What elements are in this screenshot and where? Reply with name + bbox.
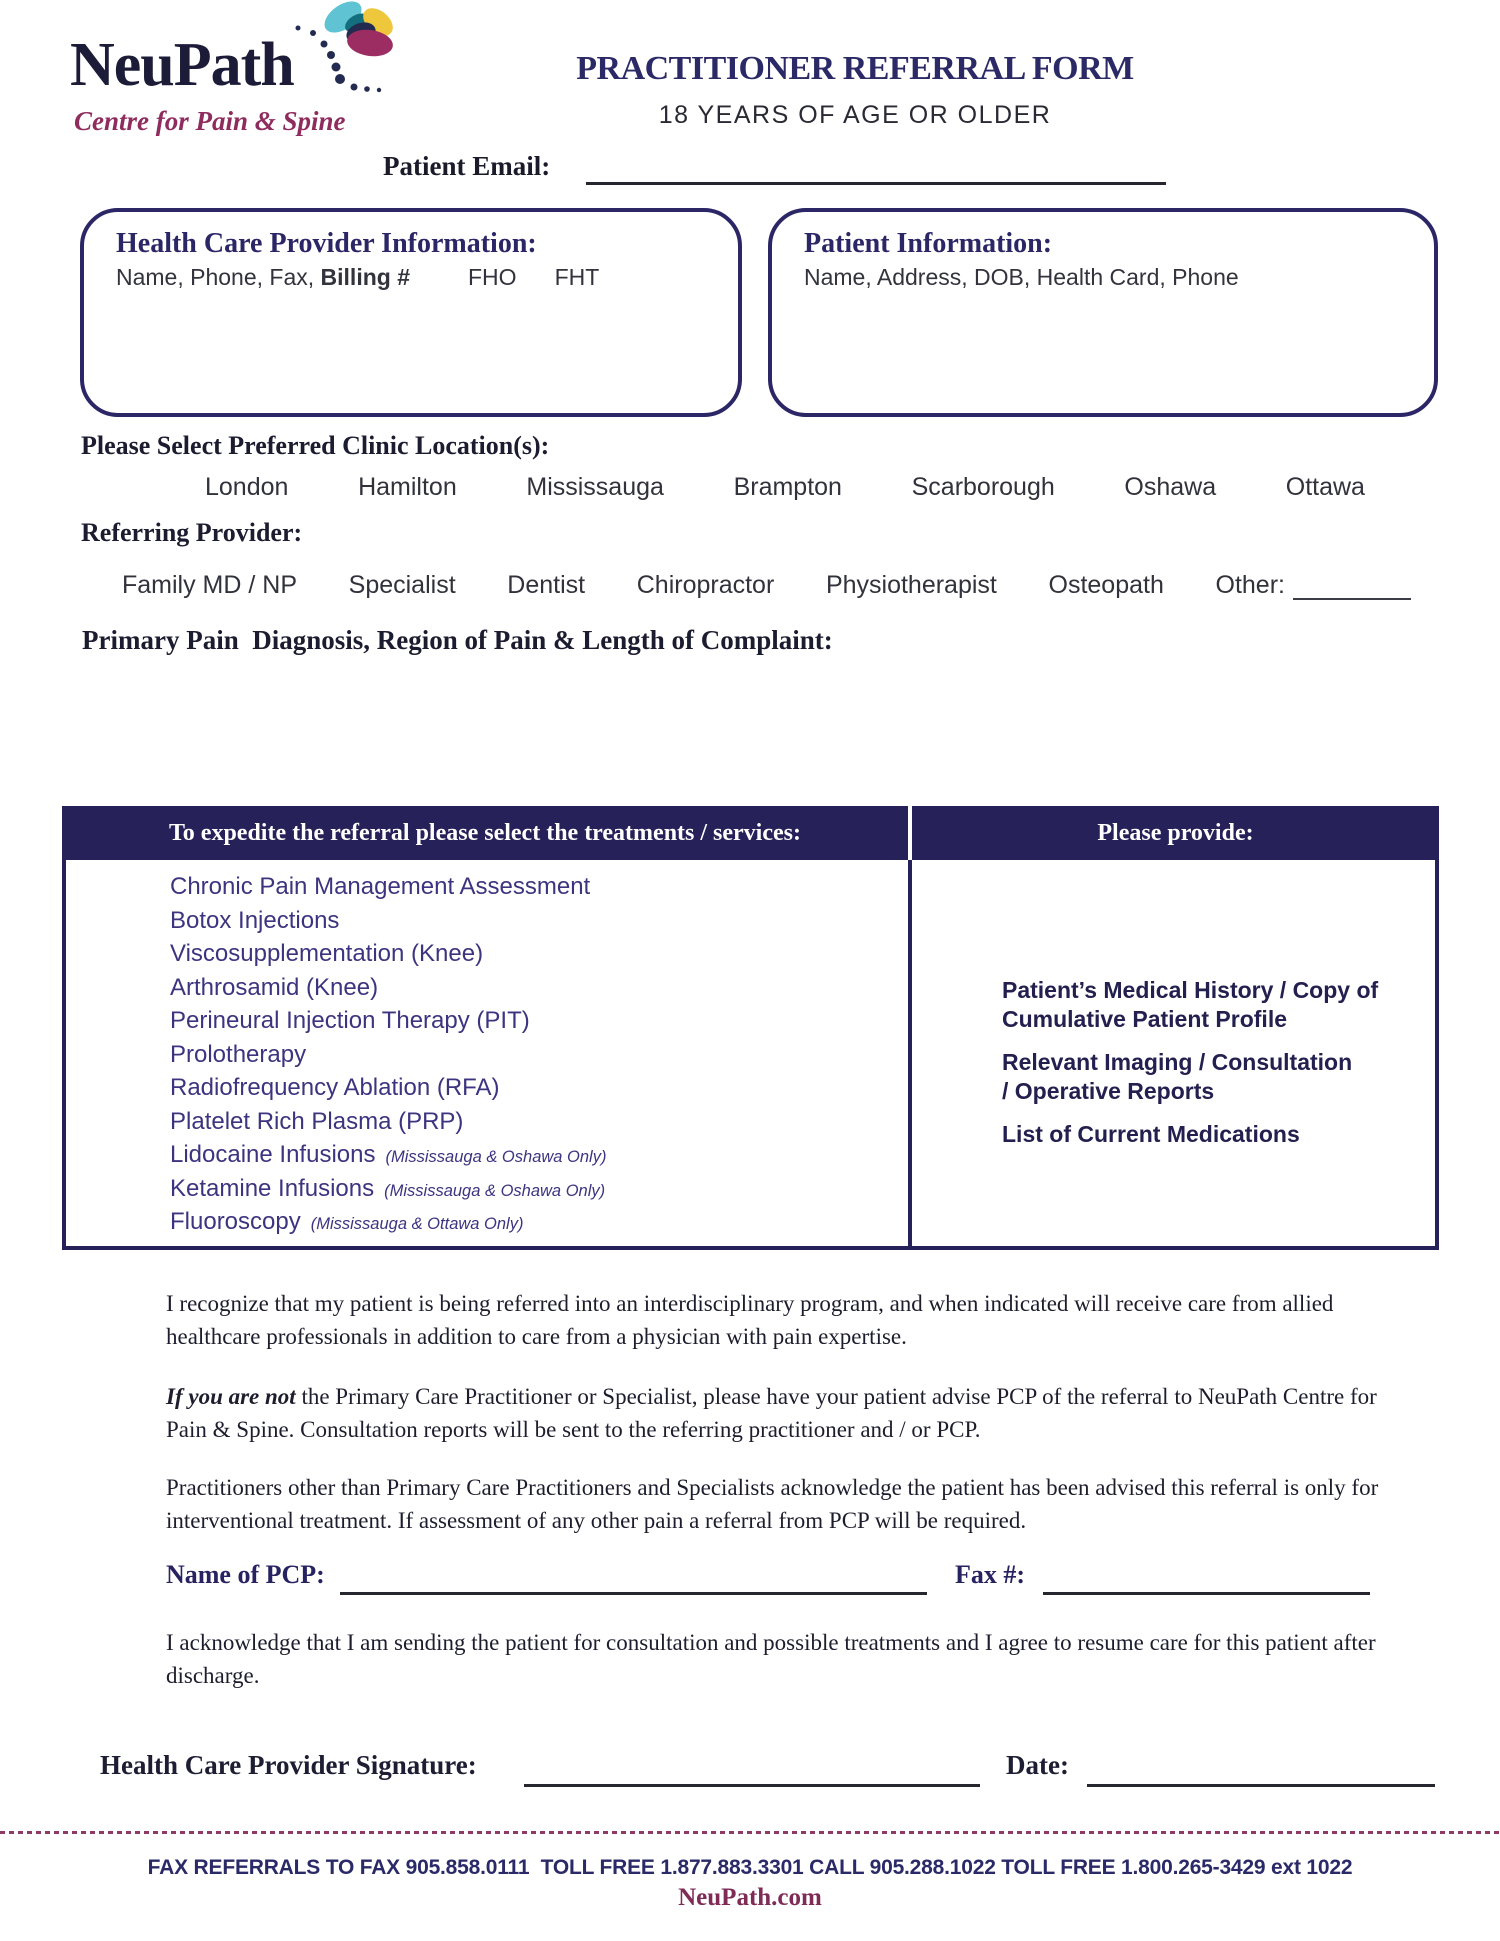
patient-box-title: Patient Information: <box>804 228 1053 259</box>
treatment-name: Perineural Injection Therapy (PIT) <box>170 1007 530 1034</box>
acknowledgement-paragraph-1: I recognize that my patient is being referred into an interdisciplinary program, and when indicated will receive care from allied healthcare professionals in addition to care from a physician with pain expertise. <box>166 1291 1334 1349</box>
treatment-name: Fluoroscopy <box>170 1208 301 1235</box>
footer-website-link[interactable]: NeuPath.com <box>678 1884 822 1911</box>
fho-label: FHO <box>468 264 517 290</box>
treatment-option[interactable] <box>170 974 606 1008</box>
footer-divider <box>0 1831 1500 1834</box>
treatment-name: Chronic Pain Management Assessment <box>170 873 591 900</box>
please-provide-list <box>1002 976 1402 1163</box>
treatment-name: Arthrosamid (Knee) <box>170 973 379 1001</box>
provide-line: Patient’s Medical History / Copy of <box>1002 977 1379 1003</box>
signature-field[interactable] <box>524 1784 980 1787</box>
treatments-table-header <box>62 806 1439 860</box>
patient-info-box[interactable] <box>768 208 1438 417</box>
provider-option-family-md[interactable]: Family MD / NP <box>122 571 297 599</box>
fax-number-field[interactable] <box>1043 1592 1370 1595</box>
signature-label: Health Care Provider Signature: <box>100 1750 477 1780</box>
brand-tagline: Centre for Pain & Spine <box>74 106 346 136</box>
name-of-pcp-label: Name of PCP: <box>166 1560 325 1589</box>
treatment-name: Prolotherapy <box>170 1040 307 1068</box>
referring-provider-heading: Referring Provider: <box>81 518 303 547</box>
acknowledgement-paragraph-2 <box>166 1380 1380 1446</box>
clinic-option-mississauga[interactable]: Mississauga <box>526 473 664 501</box>
provide-item-imaging-reports <box>1002 1048 1402 1106</box>
title-block <box>575 50 1135 130</box>
brand-wordmark: NeuPath <box>70 31 294 99</box>
provide-item-medical-history <box>1002 976 1402 1034</box>
provider-option-chiropractor[interactable]: Chiropractor <box>636 571 775 599</box>
diagnosis-heading: Primary Pain Diagnosis, Region of Pain & Length of Complaint: <box>82 625 833 655</box>
treatment-name: Platelet Rich Plasma (PRP) <box>170 1107 464 1135</box>
fax-number-label: Fax #: <box>955 1560 1026 1589</box>
patient-box-fields: Name, Address, DOB, Health Card, Phone <box>804 264 1239 290</box>
please-provide-header-cell: Please provide: <box>912 806 1439 860</box>
provide-line: / Operative Reports <box>1002 1078 1215 1104</box>
treatment-option[interactable] <box>170 1041 606 1075</box>
fht-label: FHT <box>554 264 600 290</box>
acknowledgement-paragraph-4: I acknowledge that I am sending the patient for consultation and possible treatments and I agree to resume care for this patient after discharge. <box>166 1630 1376 1688</box>
provider-option-specialist[interactable]: Specialist <box>348 571 456 599</box>
other-label: Other: <box>1215 571 1285 599</box>
treatments-table <box>62 806 1439 1250</box>
paragraph-2-rest: the Primary Care Practitioner or Specialist, please have your patient advise PCP of the referral to NeuPath Centre for Pain & Spine. Consultation reports will be sent to the referring practitioner and / or PCP. <box>166 1384 1377 1442</box>
table-column-divider <box>908 860 912 1250</box>
provide-line: List of Current Medications <box>1002 1121 1300 1147</box>
provider-option-other[interactable] <box>1216 571 1411 600</box>
form-title: PRACTITIONER REFERRAL FORM <box>576 50 1134 87</box>
provide-line: Relevant Imaging / Consultation <box>1002 1049 1353 1075</box>
treatments-header-cell: To expedite the referral please select the treatments / services: <box>62 806 908 860</box>
treatment-option[interactable] <box>170 907 606 941</box>
provider-option-physiotherapist[interactable]: Physiotherapist <box>825 571 997 599</box>
treatment-option[interactable] <box>170 873 606 907</box>
neupath-logo-icon <box>288 0 423 100</box>
treatment-option[interactable] <box>170 1074 606 1108</box>
referring-provider-row <box>122 571 1411 600</box>
clinic-option-hamilton[interactable]: Hamilton <box>358 473 457 501</box>
treatment-option[interactable] <box>170 940 606 974</box>
provider-info-box[interactable] <box>80 208 742 417</box>
patient-email-label: Patient Email: <box>383 151 551 181</box>
treatment-option[interactable] <box>170 1108 606 1142</box>
date-label: Date: <box>1006 1750 1069 1780</box>
treatment-note: (Mississauga & Oshawa Only) <box>384 1181 606 1200</box>
footer-contact-info: FAX REFERRALS TO FAX 905.858.0111 TOLL FREE 1.877.883.3301 CALL 905.288.1022 TOLL FREE 1.800.265-3429 ext 1022 <box>147 1856 1353 1879</box>
treatment-option[interactable] <box>170 1007 606 1041</box>
treatment-option[interactable] <box>170 1141 606 1175</box>
provider-fields-text: Name, Phone, Fax, <box>116 264 321 290</box>
clinic-option-scarborough[interactable]: Scarborough <box>911 473 1055 501</box>
diagnosis-entry-area[interactable] <box>70 665 1430 800</box>
treatment-option[interactable] <box>170 1208 606 1242</box>
date-field[interactable] <box>1087 1784 1435 1787</box>
treatment-name: Lidocaine Infusions <box>170 1141 376 1168</box>
patient-email-field[interactable] <box>586 182 1166 185</box>
clinic-option-london[interactable]: London <box>205 473 289 501</box>
provide-item-medications <box>1002 1120 1402 1149</box>
provider-option-dentist[interactable]: Dentist <box>507 571 586 599</box>
treatment-note: (Mississauga & Oshawa Only) <box>385 1148 607 1166</box>
treatment-name: Botox Injections <box>170 906 340 934</box>
treatment-option[interactable] <box>170 1175 606 1209</box>
treatment-name: Viscosupplementation (Knee) <box>170 940 484 967</box>
treatment-name: Radiofrequency Ablation (RFA) <box>170 1074 500 1101</box>
treatment-note: (Mississauga & Ottawa Only) <box>310 1215 524 1233</box>
provider-box-title: Health Care Provider Information: <box>116 228 537 259</box>
treatment-name: Ketamine Infusions <box>170 1174 375 1202</box>
clinic-option-oshawa[interactable]: Oshawa <box>1124 473 1217 501</box>
paragraph-2-lead: If you are not <box>166 1384 296 1409</box>
clinic-locations-row <box>205 473 1365 502</box>
form-subtitle: 18 YEARS OF AGE OR OLDER <box>658 101 1052 129</box>
provider-box-fields <box>116 264 728 291</box>
provide-line: Cumulative Patient Profile <box>1002 1006 1288 1032</box>
billing-number-label: Billing # <box>320 264 410 290</box>
name-of-pcp-field[interactable] <box>340 1592 927 1595</box>
clinic-option-ottawa[interactable]: Ottawa <box>1285 473 1365 501</box>
other-fill-line[interactable] <box>1293 576 1411 600</box>
acknowledgement-paragraph-3: Practitioners other than Primary Care Practitioners and Specialists acknowledge the patient has been advised this referral is only for interventional treatment. If assessment of any other pain a referral from PCP will be required. <box>166 1475 1379 1533</box>
provider-option-osteopath[interactable]: Osteopath <box>1048 571 1164 599</box>
treatments-list <box>170 873 606 1242</box>
clinic-option-brampton[interactable]: Brampton <box>733 473 842 501</box>
clinic-locations-heading: Please Select Preferred Clinic Location(s): <box>81 431 550 460</box>
